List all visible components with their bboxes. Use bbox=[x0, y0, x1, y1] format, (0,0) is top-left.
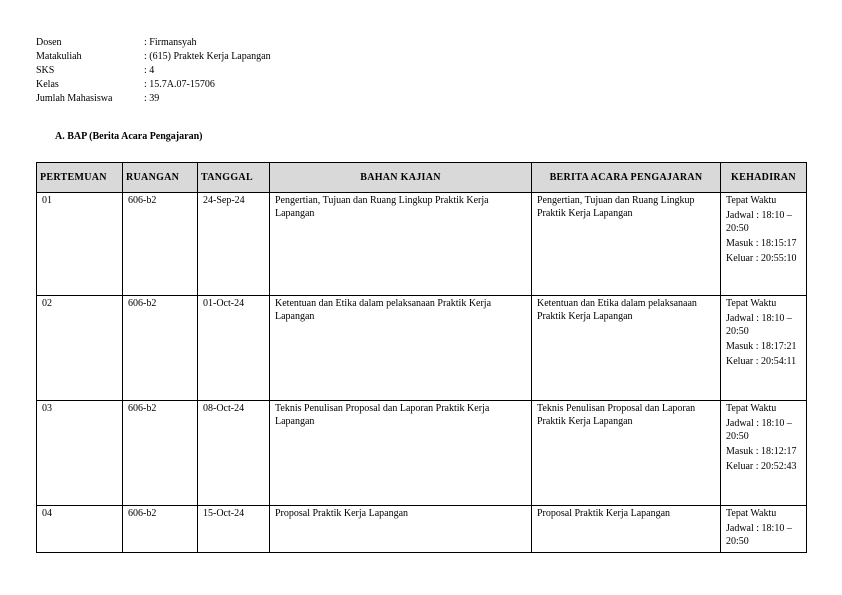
cell-berita-acara: Teknis Penulisan Proposal dan Laporan Praktik Kerja Lapangan bbox=[532, 401, 721, 506]
attendance-out: Keluar : 20:52:43 bbox=[726, 461, 797, 472]
info-label: Dosen bbox=[36, 37, 62, 48]
info-label: Matakuliah bbox=[36, 51, 82, 62]
header-pertemuan: PERTEMUAN bbox=[37, 163, 123, 193]
cell-berita-acara: Proposal Praktik Kerja Lapangan bbox=[532, 506, 721, 553]
cell-ruangan: 606-b2 bbox=[123, 296, 198, 401]
attendance-schedule: Jadwal : 18:10 – 20:50 bbox=[726, 210, 792, 234]
table-row bbox=[37, 401, 807, 506]
cell-berita-acara: Pengertian, Tujuan dan Ruang Lingkup Praktik Kerja Lapangan bbox=[532, 193, 721, 296]
attendance-in: Masuk : 18:17:21 bbox=[726, 341, 797, 352]
cell-pertemuan: 03 bbox=[37, 401, 123, 506]
attendance-status: Tepat Waktu bbox=[726, 195, 777, 206]
cell-bahan-kajian: Teknis Penulisan Proposal dan Laporan Praktik Kerja Lapangan bbox=[270, 401, 532, 506]
info-row-kelas bbox=[36, 78, 271, 92]
attendance-status: Tepat Waktu bbox=[726, 403, 777, 414]
attendance-schedule: Jadwal : 18:10 – 20:50 bbox=[726, 523, 792, 547]
table-row bbox=[37, 193, 807, 296]
cell-bahan-kajian: Pengertian, Tujuan dan Ruang Lingkup Praktik Kerja Lapangan bbox=[270, 193, 532, 296]
attendance-status: Tepat Waktu bbox=[726, 298, 777, 309]
header-ruangan: RUANGAN bbox=[123, 163, 198, 193]
attendance-schedule: Jadwal : 18:10 – 20:50 bbox=[726, 313, 792, 337]
info-value: : 15.7A.07-15706 bbox=[144, 79, 215, 90]
cell-kehadiran bbox=[721, 193, 807, 296]
info-value: : 39 bbox=[144, 93, 160, 104]
cell-pertemuan: 02 bbox=[37, 296, 123, 401]
attendance-in: Masuk : 18:12:17 bbox=[726, 446, 797, 457]
info-value: : 4 bbox=[144, 65, 155, 76]
info-label: SKS bbox=[36, 65, 55, 76]
attendance-in: Masuk : 18:15:17 bbox=[726, 238, 797, 249]
header-kehadiran: KEHADIRAN bbox=[721, 163, 807, 193]
header-tanggal: TANGGAL bbox=[198, 163, 270, 193]
cell-pertemuan: 01 bbox=[37, 193, 123, 296]
info-value: : Firmansyah bbox=[144, 37, 197, 48]
cell-kehadiran bbox=[721, 506, 807, 553]
cell-tanggal: 01-Oct-24 bbox=[198, 296, 270, 401]
cell-ruangan: 606-b2 bbox=[123, 506, 198, 553]
table-row bbox=[37, 296, 807, 401]
cell-ruangan: 606-b2 bbox=[123, 401, 198, 506]
attendance-out: Keluar : 20:55:10 bbox=[726, 253, 797, 264]
cell-berita-acara: Ketentuan dan Etika dalam pelaksanaan Praktik Kerja Lapangan bbox=[532, 296, 721, 401]
info-row-jumlah-mahasiswa bbox=[36, 92, 271, 106]
cell-bahan-kajian: Ketentuan dan Etika dalam pelaksanaan Praktik Kerja Lapangan bbox=[270, 296, 532, 401]
info-row-matakuliah bbox=[36, 50, 271, 64]
cell-kehadiran bbox=[721, 296, 807, 401]
info-row-sks bbox=[36, 64, 271, 78]
info-label: Jumlah Mahasiswa bbox=[36, 93, 113, 104]
header-bahan-kajian: BAHAN KAJIAN bbox=[270, 163, 532, 193]
attendance-status: Tepat Waktu bbox=[726, 508, 777, 519]
info-value: : (615) Praktek Kerja Lapangan bbox=[144, 51, 271, 62]
cell-ruangan: 606-b2 bbox=[123, 193, 198, 296]
attendance-out: Keluar : 20:54:11 bbox=[726, 356, 797, 367]
bap-table bbox=[36, 162, 807, 553]
course-info bbox=[36, 36, 271, 106]
table-row bbox=[37, 506, 807, 553]
cell-bahan-kajian: Proposal Praktik Kerja Lapangan bbox=[270, 506, 532, 553]
cell-kehadiran bbox=[721, 401, 807, 506]
cell-pertemuan: 04 bbox=[37, 506, 123, 553]
section-title: A. BAP (Berita Acara Pengajaran) bbox=[55, 131, 203, 142]
info-label: Kelas bbox=[36, 79, 59, 90]
table-header-row bbox=[37, 163, 807, 193]
cell-tanggal: 15-Oct-24 bbox=[198, 506, 270, 553]
info-row-dosen bbox=[36, 36, 271, 50]
cell-tanggal: 08-Oct-24 bbox=[198, 401, 270, 506]
header-berita-acara: BERITA ACARA PENGAJARAN bbox=[532, 163, 721, 193]
attendance-schedule: Jadwal : 18:10 – 20:50 bbox=[726, 418, 792, 442]
cell-tanggal: 24-Sep-24 bbox=[198, 193, 270, 296]
